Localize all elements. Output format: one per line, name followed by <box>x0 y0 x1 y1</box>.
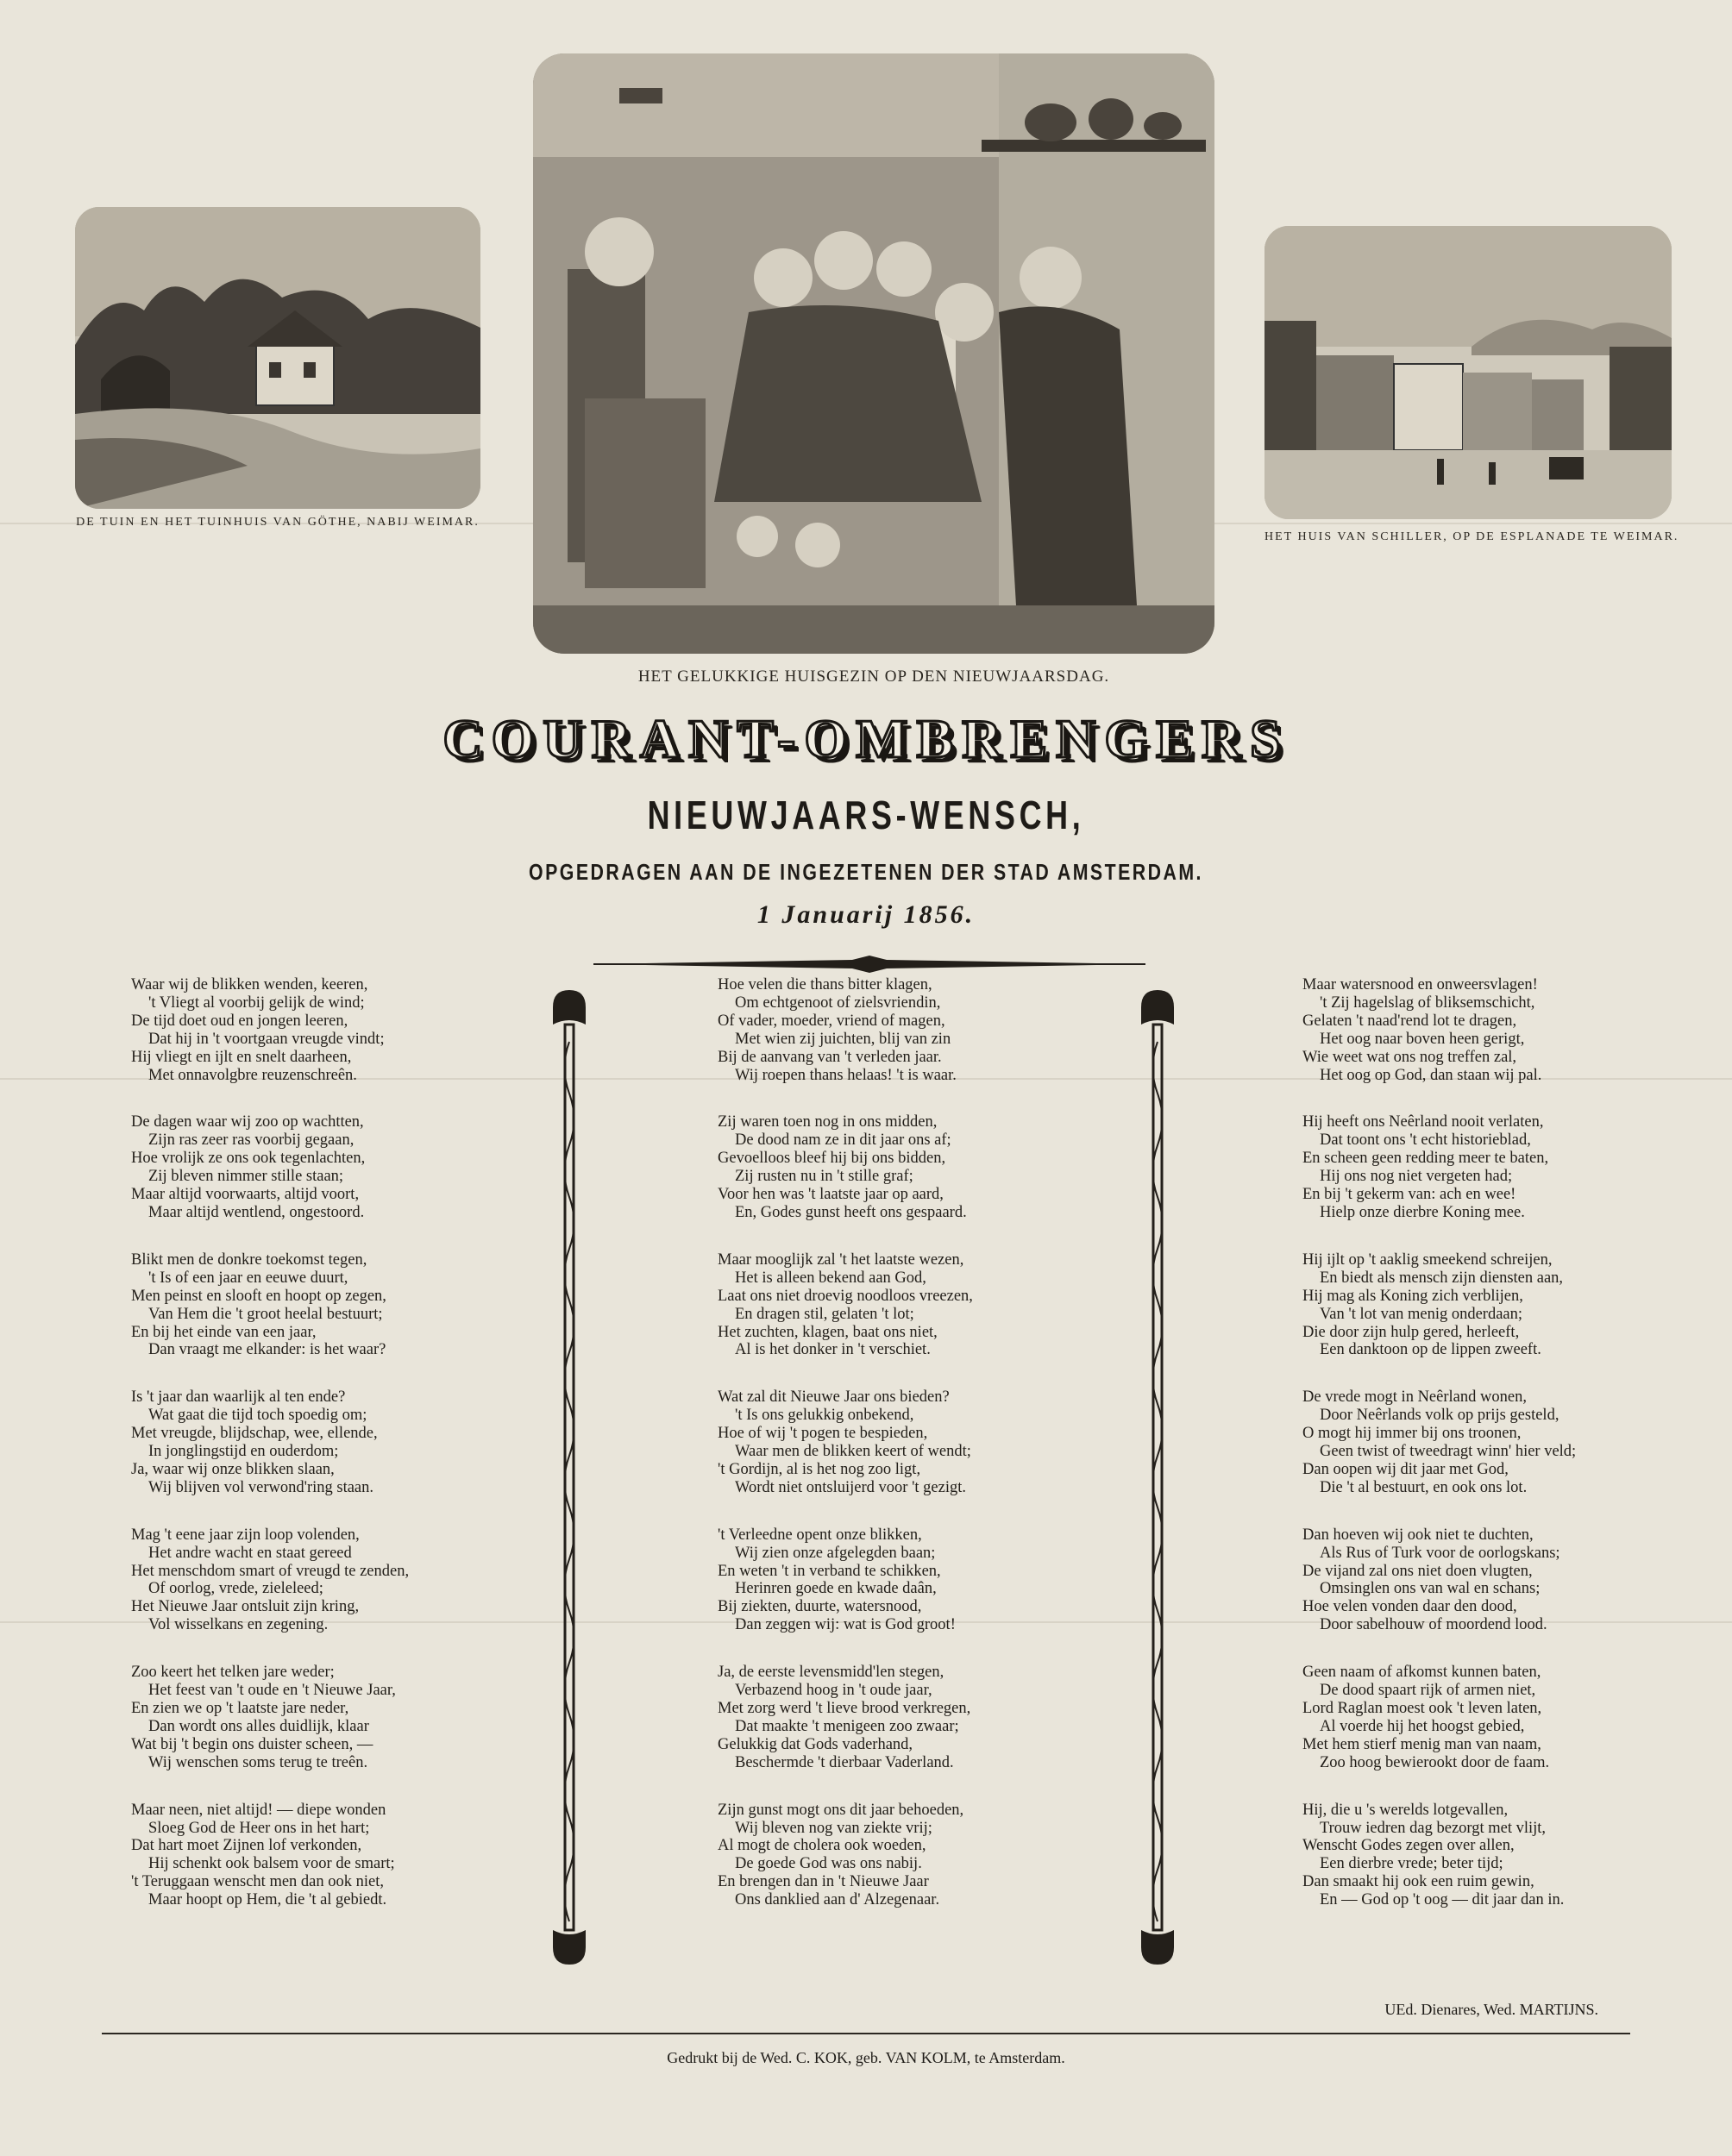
verse-line: 't Verleedne opent onze blikken, <box>718 1526 922 1544</box>
verse-line: Al is het donker in 't verschiet. <box>735 1341 931 1359</box>
verse-line: Hij vliegt en ijlt en snelt daarheen, <box>131 1048 352 1066</box>
verse-line: Die door zijn hulp gered, herleeft, <box>1302 1323 1520 1341</box>
goethe-garden-engraving <box>75 207 480 509</box>
verse-line: O mogt hij immer bij ons troonen, <box>1302 1425 1522 1443</box>
stanza <box>131 1113 493 1221</box>
verse-line: Met vreugde, blijdschap, wee, ellende, <box>131 1425 378 1443</box>
verse-line: 't Teruggaan wenscht men dan ook niet, <box>131 1873 384 1891</box>
verse-line: Wij roepen thans helaas! 't is waar. <box>735 1066 957 1084</box>
stanza <box>718 1388 1097 1496</box>
verse-line: Maar watersnood en onweersvlagen! <box>1302 976 1538 993</box>
verse-line: Vol wisselkans en zegening. <box>148 1616 329 1634</box>
verse-line: Met zorg werd 't lieve brood verkregen, <box>718 1700 971 1717</box>
verse-line: Zij bleven nimmer stille staan; <box>148 1168 344 1186</box>
verse-line: Het oog op God, dan staan wij pal. <box>1320 1066 1542 1084</box>
verse-line: Om echtgenoot of zielsvriendin, <box>735 993 941 1012</box>
ornamental-pillar-right <box>1141 990 1174 1965</box>
stanza <box>131 1388 493 1496</box>
verse-line: Het is alleen bekend aan God, <box>735 1269 926 1287</box>
verse-line: Gelukkig dat Gods vaderhand, <box>718 1735 913 1753</box>
verse-line: Geen twist of tweedragt winn' hier veld; <box>1320 1443 1577 1461</box>
verse-line: De goede God was ons nabij. <box>735 1855 922 1873</box>
verse-line: De vrede mogt in Neêrland wonen, <box>1302 1388 1527 1407</box>
poem-column-1 <box>131 976 493 1939</box>
verse-line: En brengen dan in 't Nieuwe Jaar <box>718 1873 929 1891</box>
main-title: COURANT-OMBRENGERS <box>442 708 1290 769</box>
verse-line: Dan wordt ons alles duidlijk, klaar <box>148 1717 369 1735</box>
center-illustration-caption: HET GELUKKIGE HUISGEZIN OP DEN NIEUWJAARSDAG. <box>637 667 1110 686</box>
stanza <box>131 1251 493 1359</box>
dedication-line: OPGEDRAGEN AAN DE INGEZETENEN DER STAD AMSTERDAM. <box>529 859 1203 885</box>
verse-line: In jonglingstijd en ouderdom; <box>148 1443 339 1461</box>
verse-line: Gelaten 't naad'rend lot te dragen, <box>1302 1012 1517 1030</box>
verse-line: Een danktoon op de lippen zweeft. <box>1320 1341 1541 1359</box>
verse-line: En weten 't in verband te schikken, <box>718 1562 941 1580</box>
verse-line: Wij wenschen soms terug te treên. <box>148 1753 368 1771</box>
verse-line: Maar altijd voorwaarts, altijd voort, <box>131 1186 360 1204</box>
stanza <box>718 1113 1097 1221</box>
verse-line: Het oog naar boven heen gerigt, <box>1320 1030 1525 1048</box>
verse-line: Herinren goede en kwade daân, <box>735 1580 937 1598</box>
stanza <box>1302 976 1691 1084</box>
verse-line: Hij ons nog niet vergeten had; <box>1320 1168 1513 1186</box>
verse-line: Hoe of wij 't pogen te bespieden, <box>718 1425 928 1443</box>
verse-line: Die 't al bestuurt, en ook ons lot. <box>1320 1478 1528 1496</box>
verse-line: Ja, de eerste levensmidd'len stegen, <box>718 1664 944 1682</box>
verse-line: Dat hij in 't voortgaan vreugde vindt; <box>148 1030 385 1048</box>
verse-line: En biedt als mensch zijn diensten aan, <box>1320 1269 1564 1287</box>
ornamental-pillar-left <box>553 990 586 1965</box>
verse-line: Laat ons niet droevig noodloos vreezen, <box>718 1287 973 1305</box>
verse-line: Maar hoopt op Hem, die 't al gebiedt. <box>148 1891 387 1909</box>
verse-line: Gevoelloos bleef hij bij ons bidden, <box>718 1150 946 1168</box>
happy-family-engraving <box>533 53 1214 654</box>
verse-line: Verbazend hoog in 't oude jaar, <box>735 1682 932 1700</box>
stanza <box>718 1802 1097 1909</box>
verse-line: Zijn gunst mogt ons dit jaar behoeden, <box>718 1801 964 1819</box>
verse-line: Wij zien onze afgelegden baan; <box>735 1544 936 1562</box>
verse-line: Beschermde 't dierbaar Vaderland. <box>735 1753 954 1771</box>
subtitle: NIEUWJAARS-WENSCH, <box>647 793 1085 837</box>
verse-line: Maar neen, niet altijd! — diepe wonden <box>131 1801 386 1819</box>
verse-line: De dagen waar wij zoo op wachtten, <box>131 1113 364 1131</box>
verse-line: Hij, die u 's werelds lotgevallen, <box>1302 1801 1509 1819</box>
verse-line: Al mogt de cholera ook woeden, <box>718 1837 926 1855</box>
verse-line: Waar wij de blikken wenden, keeren, <box>131 976 368 993</box>
verse-line: Het Nieuwe Jaar ontsluit zijn kring, <box>131 1598 360 1616</box>
date-line: 1 Januarij 1856. <box>756 900 976 929</box>
verse-line: Met onnavolgbre reuzenschreên. <box>148 1066 357 1084</box>
stanza <box>131 1664 493 1771</box>
verse-line: En, Godes gunst heeft ons gespaard. <box>735 1203 967 1221</box>
verse-line: Dat toont ons 't echt historieblad, <box>1320 1131 1531 1150</box>
verse-line: Hij heeft ons Neêrland nooit verlaten, <box>1302 1113 1544 1131</box>
left-illustration-caption: DE TUIN EN HET TUINHUIS VAN GÖTHE, NABIJ WEIMAR. <box>76 516 480 529</box>
verse-line: 't Gordijn, al is het nog zoo ligt, <box>718 1460 921 1478</box>
verse-line: Dan zeggen wij: wat is God groot! <box>735 1616 956 1634</box>
stanza <box>1302 1802 1691 1909</box>
verse-line: Van Hem die 't groot heelal bestuurt; <box>148 1305 383 1323</box>
verse-line: Zijn ras zeer ras voorbij gegaan, <box>148 1131 355 1150</box>
verse-line: Lord Raglan moest ook 't leven laten, <box>1302 1700 1542 1717</box>
verse-line: Hielp onze dierbre Koning mee. <box>1320 1203 1525 1221</box>
verse-line: Als Rus of Turk voor de oorlogskans; <box>1320 1544 1560 1562</box>
verse-line: Het zuchten, klagen, baat ons niet, <box>718 1323 938 1341</box>
verse-line: Zij rusten nu in 't stille graf; <box>735 1168 913 1186</box>
verse-line: En zien we op 't laatste jare neder, <box>131 1700 349 1717</box>
verse-line: Een dierbre vrede; beter tijd; <box>1320 1855 1503 1873</box>
verse-line: Omsinglen ons van wal en schans; <box>1320 1580 1541 1598</box>
printer-imprint: Gedrukt bij de Wed. C. KOK, geb. VAN KOLM, te Amsterdam. <box>667 2049 1065 2066</box>
verse-line: Hij ijlt op 't aaklig smeekend schreijen, <box>1302 1250 1553 1269</box>
verse-line: De vijand zal ons niet doen vlugten, <box>1302 1562 1533 1580</box>
verse-line: De dood spaart rijk of armen niet, <box>1320 1682 1536 1700</box>
stanza <box>131 1802 493 1909</box>
stanza <box>1302 1526 1691 1634</box>
verse-line: Ja, waar wij onze blikken slaan, <box>131 1460 335 1478</box>
verse-line: Dat maakte 't menigeen zoo zwaar; <box>735 1717 959 1735</box>
verse-line: Hoe vrolijk ze ons ook tegenlachten, <box>131 1150 366 1168</box>
stanza <box>718 976 1097 1084</box>
verse-line: Hoe velen die thans bitter klagen, <box>718 976 932 993</box>
stanza <box>1302 1388 1691 1496</box>
verse-line: Dan hoeven wij ook niet te duchten, <box>1302 1526 1534 1544</box>
verse-line: Zoo keert het telken jare weder; <box>131 1664 335 1682</box>
stanza <box>718 1526 1097 1634</box>
verse-line: Ons danklied aan d' Alzegenaar. <box>735 1891 940 1909</box>
verse-line: Blikt men de donkre toekomst tegen, <box>131 1250 367 1269</box>
verse-line: Zoo hoog bewierookt door de faam. <box>1320 1753 1550 1771</box>
signature: UEd. Dienares, Wed. MARTIJNS. <box>1384 2001 1598 2018</box>
verse-line: Maar altijd wentlend, ongestoord. <box>148 1203 365 1221</box>
verse-line: Wat zal dit Nieuwe Jaar ons bieden? <box>718 1388 950 1407</box>
verse-line: Wenscht Godes zegen over allen, <box>1302 1837 1515 1855</box>
right-illustration-caption: HET HUIS VAN SCHILLER, OP DE ESPLANADE TE WEIMAR. <box>1264 530 1679 543</box>
stanza <box>1302 1251 1691 1359</box>
verse-line: 't Vliegt al voorbij gelijk de wind; <box>148 993 365 1012</box>
verse-line: Van 't lot van menig onderdaan; <box>1320 1305 1523 1323</box>
bottom-rule <box>102 2033 1630 2034</box>
stanza <box>1302 1664 1691 1771</box>
verse-line: Voor hen was 't laatste jaar op aard, <box>718 1186 944 1204</box>
verse-line: En — God op 't oog — dit jaar dan in. <box>1320 1891 1565 1909</box>
verse-line: En dragen stil, gelaten 't lot; <box>735 1305 914 1323</box>
verse-line: Wat gaat die tijd toch spoedig om; <box>148 1407 367 1425</box>
ornamental-divider <box>593 956 1145 973</box>
verse-line: En bij 't gekerm van: ach en wee! <box>1302 1186 1516 1204</box>
verse-line: 't Is ons gelukkig onbekend, <box>735 1407 914 1425</box>
verse-line: Met wien zij juichten, blij van zin <box>735 1030 951 1048</box>
verse-line: Is 't jaar dan waarlijk al ten ende? <box>131 1388 346 1407</box>
verse-line: Wat bij 't begin ons duister scheen, — <box>131 1735 373 1753</box>
verse-line: Het feest van 't oude en 't Nieuwe Jaar, <box>148 1682 396 1700</box>
verse-line: Dan oopen wij dit jaar met God, <box>1302 1460 1509 1478</box>
verse-line: En scheen geen redding meer te baten, <box>1302 1150 1549 1168</box>
verse-line: Zij waren toen nog in ons midden, <box>718 1113 938 1131</box>
verse-line: Wij bleven nog van ziekte vrij; <box>735 1819 932 1837</box>
verse-line: Bij ziekten, duurte, watersnood, <box>718 1598 922 1616</box>
verse-line: Dan smaakt hij ook een ruim gewin, <box>1302 1873 1534 1891</box>
verse-line: De dood nam ze in dit jaar ons af; <box>735 1131 951 1150</box>
verse-line: Dat hart moet Zijnen lof verkonden, <box>131 1837 362 1855</box>
verse-line: Hij schenkt ook balsem voor de smart; <box>148 1855 395 1873</box>
poem-column-2 <box>718 976 1097 1939</box>
verse-line: Geen naam of afkomst kunnen baten, <box>1302 1664 1541 1682</box>
verse-line: Maar mooglijk zal 't het laatste wezen, <box>718 1250 964 1269</box>
verse-line: En bij het einde van een jaar, <box>131 1323 317 1341</box>
verse-line: 't Is of een jaar en eeuwe duurt, <box>148 1269 348 1287</box>
verse-line: Wij blijven vol verwond'ring staan. <box>148 1478 374 1496</box>
verse-line: Mag 't eene jaar zijn loop volenden, <box>131 1526 360 1544</box>
verse-line: Dan vraagt me elkander: is het waar? <box>148 1341 386 1359</box>
schiller-house-engraving <box>1264 226 1672 519</box>
verse-line: Trouw iedren dag bezorgt met vlijt, <box>1320 1819 1547 1837</box>
verse-line: Wie weet wat ons nog treffen zal, <box>1302 1048 1517 1066</box>
verse-line: Wordt niet ontsluijerd voor 't gezigt. <box>735 1478 966 1496</box>
verse-line: Door sabelhouw of moordend lood. <box>1320 1616 1547 1634</box>
poem-column-3 <box>1302 976 1691 1939</box>
stanza <box>718 1664 1097 1771</box>
verse-line: Sloeg God de Heer ons in het hart; <box>148 1819 370 1837</box>
verse-line: Of vader, moeder, vriend of magen, <box>718 1012 945 1030</box>
verse-line: Het andre wacht en staat gereed <box>148 1544 352 1562</box>
verse-line: 't Zij hagelslag of bliksemschicht, <box>1320 993 1535 1012</box>
verse-line: De tijd doet oud en jongen leeren, <box>131 1012 348 1030</box>
verse-line: Hoe velen vonden daar den dood, <box>1302 1598 1517 1616</box>
verse-line: Hij mag als Koning zich verblijen, <box>1302 1287 1523 1305</box>
verse-line: Al voerde hij het hoogst gebied, <box>1320 1717 1525 1735</box>
verse-line: Bij de aanvang van 't verleden jaar. <box>718 1048 942 1066</box>
stanza <box>1302 1113 1691 1221</box>
verse-line: Het menschdom smart of vreugd te zenden, <box>131 1562 410 1580</box>
verse-line: Men peinst en slooft en hoopt op zegen, <box>131 1287 386 1305</box>
verse-line: Met hem stierf menig man van naam, <box>1302 1735 1541 1753</box>
stanza <box>718 1251 1097 1359</box>
stanza <box>131 1526 493 1634</box>
verse-line: Door Neêrlands volk op prijs gesteld, <box>1320 1407 1559 1425</box>
stanza <box>131 976 493 1084</box>
verse-line: Of oorlog, vrede, zieleleed; <box>148 1580 323 1598</box>
verse-line: Waar men de blikken keert of wendt; <box>735 1443 971 1461</box>
